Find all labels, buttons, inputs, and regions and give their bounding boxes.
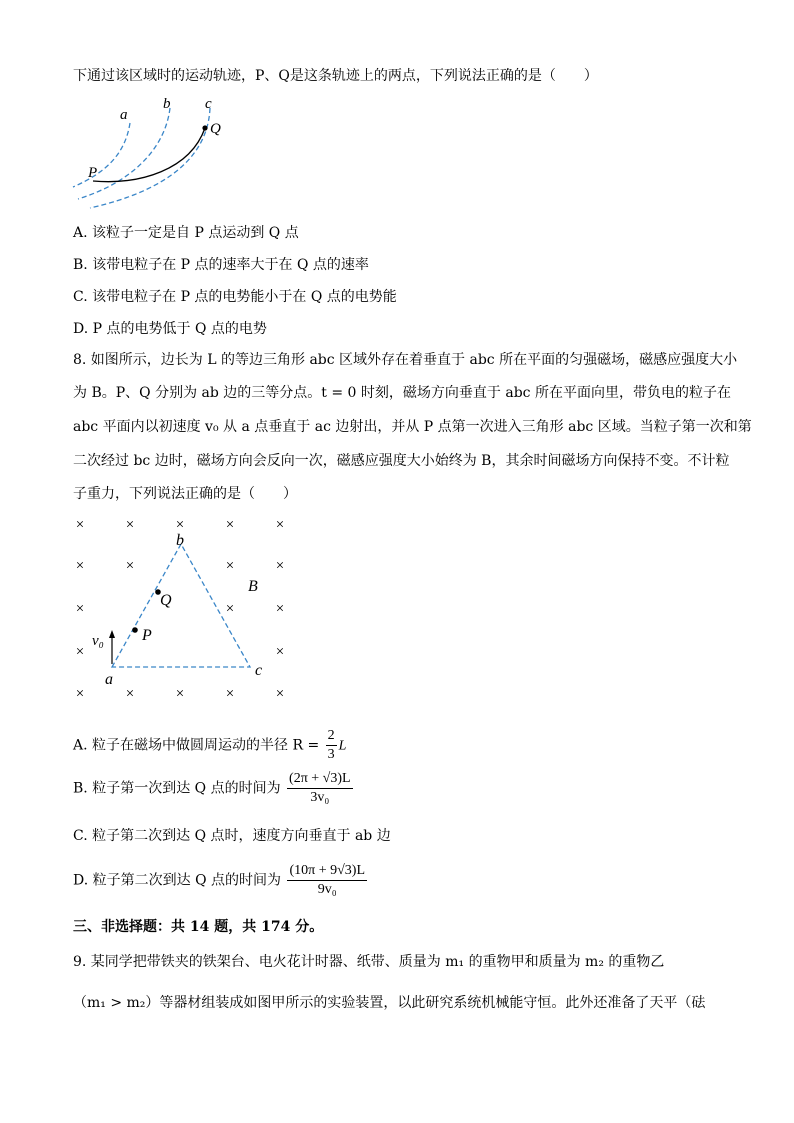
q8-option-b: B. 粒子第一次到达 Q 点的时间为 $\frac{(2\pi + √3)L}{\text{3v₀}}$ xyxy=(73,771,351,805)
field-cross: × xyxy=(175,517,185,533)
q7-option-d: D. P 点的电势低于 Q 点的电势 xyxy=(73,321,267,337)
field-cross: × xyxy=(225,601,235,617)
field-cross: × xyxy=(75,644,85,660)
q8-option-a: A. 粒子在磁场中做圆周运动的半径 R = $\frac{2}{3}$ L xyxy=(73,728,347,762)
field-cross: × xyxy=(275,601,285,617)
label-field-b: B xyxy=(248,578,258,595)
time-fraction-b: $\frac{(2\pi + √3)L}{\text{3v₀}}$ xyxy=(289,771,351,805)
section-3-heading: 三、非选择题：共 14 题，共 174 分。 xyxy=(73,919,324,935)
label-a: a xyxy=(105,671,113,688)
field-cross: × xyxy=(75,517,85,533)
q9-stem-line-2: （m₁ > m₂）等器材组装成如图甲所示的实验装置，以此研究系统机械能守恒。此外还准备了天平（砝 xyxy=(73,995,706,1011)
q8-stem-line-4: 二次经过 bc 边时，磁场方向会反向一次，磁感应强度大小始终为 B，其余时间磁场方向保持不变。不计粒 xyxy=(73,453,730,469)
label-c: c xyxy=(255,662,263,679)
equipotential-line-a xyxy=(73,123,130,187)
field-cross: × xyxy=(225,686,235,702)
q7-figure xyxy=(70,95,230,210)
q8-stem-line-5: 子重力，下列说法正确的是（ ） xyxy=(73,486,297,502)
q7-option-b: B. 该带电粒子在 P 点的速率大于在 Q 点的速率 xyxy=(73,257,369,273)
field-cross: × xyxy=(225,558,235,574)
field-cross: × xyxy=(275,644,285,660)
velocity-arrowhead xyxy=(109,630,115,638)
label-b: b xyxy=(176,532,184,549)
radius-fraction: $\frac{2}{3}$ xyxy=(327,728,335,762)
field-cross: × xyxy=(75,558,85,574)
field-cross: × xyxy=(125,686,135,702)
label-q: Q xyxy=(160,592,172,609)
q8-figure xyxy=(70,512,300,707)
field-cross: × xyxy=(275,686,285,702)
label-v0: v₀ xyxy=(92,633,104,649)
label-b: b xyxy=(163,96,171,112)
field-cross: × xyxy=(125,517,135,533)
field-cross: × xyxy=(75,686,85,702)
q7-stem-tail: 下通过该区域时的运动轨迹，P、Q是这条轨迹上的两点，下列说法正确的是（ ） xyxy=(73,68,598,84)
q7-option-a: A. 该粒子一定是自 P 点运动到 Q 点 xyxy=(73,225,299,241)
q8-stem-line-3: abc 平面内以初速度 v₀ 从 a 点垂直于 ac 边射出，并从 P 点第一次进入三角形 abc 区域。当粒子第一次和第 xyxy=(73,419,752,435)
field-cross: × xyxy=(75,601,85,617)
equipotential-line-c xyxy=(90,108,210,208)
point-p xyxy=(132,627,138,633)
q8-stem-line-1: 8. 如图所示，边长为 L 的等边三角形 abc 区域外存在着垂直于 abc 所在平面的匀强磁场，磁感应强度大小 xyxy=(73,352,738,368)
label-a: a xyxy=(120,107,128,123)
q9-stem-line-1: 9. 某同学把带铁夹的铁架台、电火花计时器、纸带、质量为 m₁ 的重物甲和质量为 m₂ 的重物乙 xyxy=(73,954,665,970)
field-cross: × xyxy=(275,558,285,574)
field-cross: × xyxy=(225,517,235,533)
label-p: P xyxy=(88,165,98,181)
q8-stem-line-2: 为 B。P、Q 分别为 ab 边的三等分点。t = 0 时刻，磁场方向垂直于 abc 所在平面向里，带负电的粒子在 xyxy=(73,385,731,401)
label-c: c xyxy=(205,96,212,112)
time-fraction-d: $\frac{(10\pi + 9√3)L}{\text{9v₀}}$ xyxy=(289,863,365,897)
field-cross: × xyxy=(175,686,185,702)
q7-option-c: C. 该带电粒子在 P 点的电势能小于在 Q 点的电势能 xyxy=(73,289,397,305)
field-cross: × xyxy=(125,558,135,574)
q8-option-d: D. 粒子第二次到达 Q 点的时间为 $\frac{(10\pi + 9√3)L}{\text{9v₀}}$ xyxy=(73,863,365,897)
field-cross: × xyxy=(275,517,285,533)
label-p: P xyxy=(142,627,152,644)
q8-option-c: C. 粒子第二次到达 Q 点时，速度方向垂直于 ab 边 xyxy=(73,828,391,844)
label-q: Q xyxy=(210,121,221,137)
point-q xyxy=(202,125,207,130)
